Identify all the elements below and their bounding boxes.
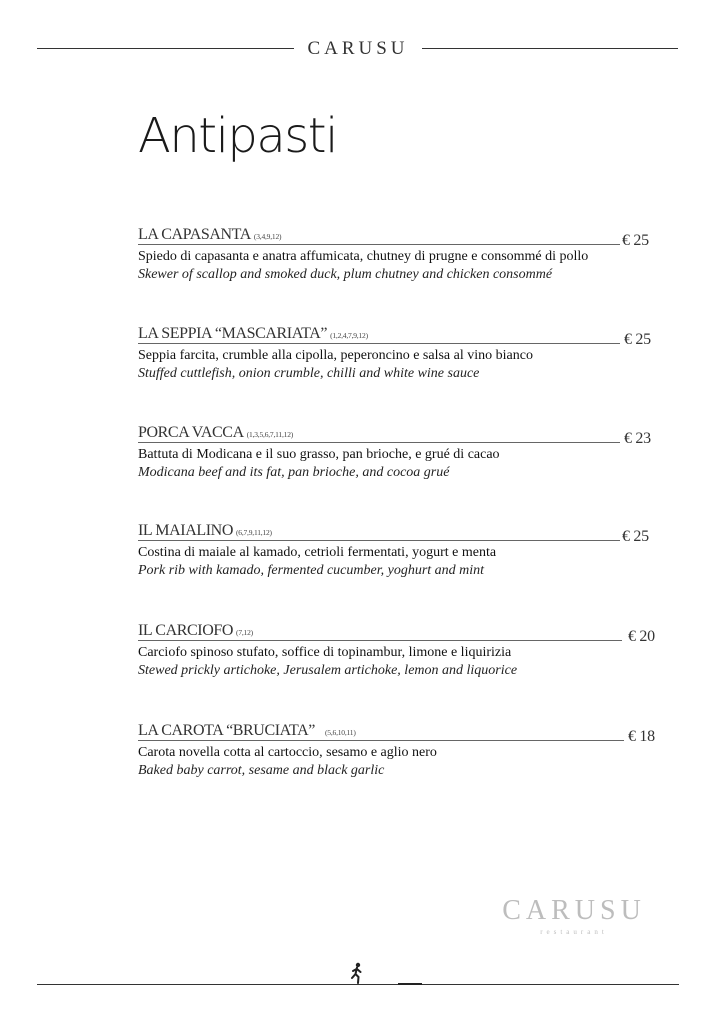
menu-item-header	[138, 622, 668, 645]
menu-item	[138, 622, 668, 692]
runner-icon	[350, 962, 364, 984]
footer-tagline: restaurant	[540, 928, 608, 936]
menu-item-description-en: Pork rib with kamado, fermented cucumber, yoghurt and mint	[138, 563, 485, 578]
menu-item	[138, 325, 668, 395]
menu-item-price: € 25	[624, 331, 651, 348]
menu-item-description-en: Skewer of scallop and smoked duck, plum chutney and chicken consommé	[138, 267, 553, 282]
menu-item-price: € 18	[628, 728, 655, 745]
menu-item	[138, 722, 668, 792]
menu-item-description-en: Stewed prickly artichoke, Jerusalem artichoke, lemon and liquorice	[138, 663, 518, 678]
header-rule-right	[422, 48, 678, 49]
menu-item-rule	[138, 740, 624, 741]
menu-item-name: LA CAROTA “BRUCIATA”	[138, 722, 315, 739]
menu-item-description-it: Battuta di Modicana e il suo grasso, pan brioche, e grué di cacao	[138, 447, 500, 462]
menu-item-allergens: (7,12)	[236, 628, 253, 637]
menu-item-description-it: Seppia farcita, crumble alla cipolla, peperoncino e salsa al vino bianco	[138, 348, 533, 363]
menu-item-allergens: (1,3,5,6,7,11,12)	[246, 430, 294, 439]
header-brand: CARUSU	[307, 38, 409, 59]
menu-item-description-it: Costina di maiale al kamado, cetrioli fermentati, yogurt e menta	[138, 545, 497, 560]
menu-item-price: € 25	[622, 528, 649, 545]
footer-logo	[498, 896, 650, 937]
menu-item-rule	[138, 244, 620, 245]
menu-item-allergens: (1,2,4,7,9,12)	[330, 331, 368, 340]
menu-item-description-it: Carciofo spinoso stufato, soffice di topinambur, limone e liquirizia	[138, 645, 512, 660]
menu-item-allergens: (3,4,9,12)	[253, 232, 282, 241]
menu-item-description-en: Baked baby carrot, sesame and black garlic	[138, 763, 385, 778]
menu-item-description-en: Modicana beef and its fat, pan brioche, and cocoa grué	[138, 465, 450, 480]
menu-item-header	[138, 226, 668, 249]
menu-item-rule	[138, 540, 620, 541]
menu-item-description-en: Stuffed cuttlefish, onion crumble, chilli and white wine sauce	[138, 366, 480, 381]
menu-item-rule	[138, 343, 620, 344]
menu-item-price: € 25	[622, 232, 649, 249]
menu-item-name: IL MAIALINO	[138, 522, 233, 539]
section-title: Antipasti	[138, 108, 337, 164]
menu-item	[138, 522, 668, 592]
header-rule-left	[37, 48, 294, 49]
menu-item-name: IL CARCIOFO	[138, 622, 234, 639]
menu-item-rule	[138, 640, 622, 641]
footer-brand: CARUSU	[502, 895, 646, 926]
menu-item-name: LA CAPASANTA	[138, 226, 251, 243]
footer-rule-accent	[398, 983, 422, 985]
menu-item-rule	[138, 442, 620, 443]
menu-item-allergens: (6,7,9,11,12)	[235, 528, 272, 537]
footer-rule	[37, 984, 679, 985]
menu-item-name: PORCA VACCA	[138, 424, 244, 441]
menu-item	[138, 424, 668, 494]
menu-item-description-it: Spiedo di capasanta e anatra affumicata, chutney di prugne e consommé di pollo	[138, 249, 589, 264]
menu-item-name: LA SEPPIA “MASCARIATA”	[138, 325, 328, 342]
menu-item-description-it: Carota novella cotta al cartoccio, sesamo e aglio nero	[138, 745, 437, 760]
menu-item-header	[138, 325, 668, 348]
menu-item-header	[138, 424, 668, 447]
menu-item-price: € 23	[624, 430, 651, 447]
menu-item-price: € 20	[628, 628, 655, 645]
menu-item	[138, 226, 668, 296]
menu-item-allergens: (5,6,10,11)	[325, 728, 356, 737]
menu-item-header	[138, 722, 668, 745]
menu-item-header	[138, 522, 668, 545]
